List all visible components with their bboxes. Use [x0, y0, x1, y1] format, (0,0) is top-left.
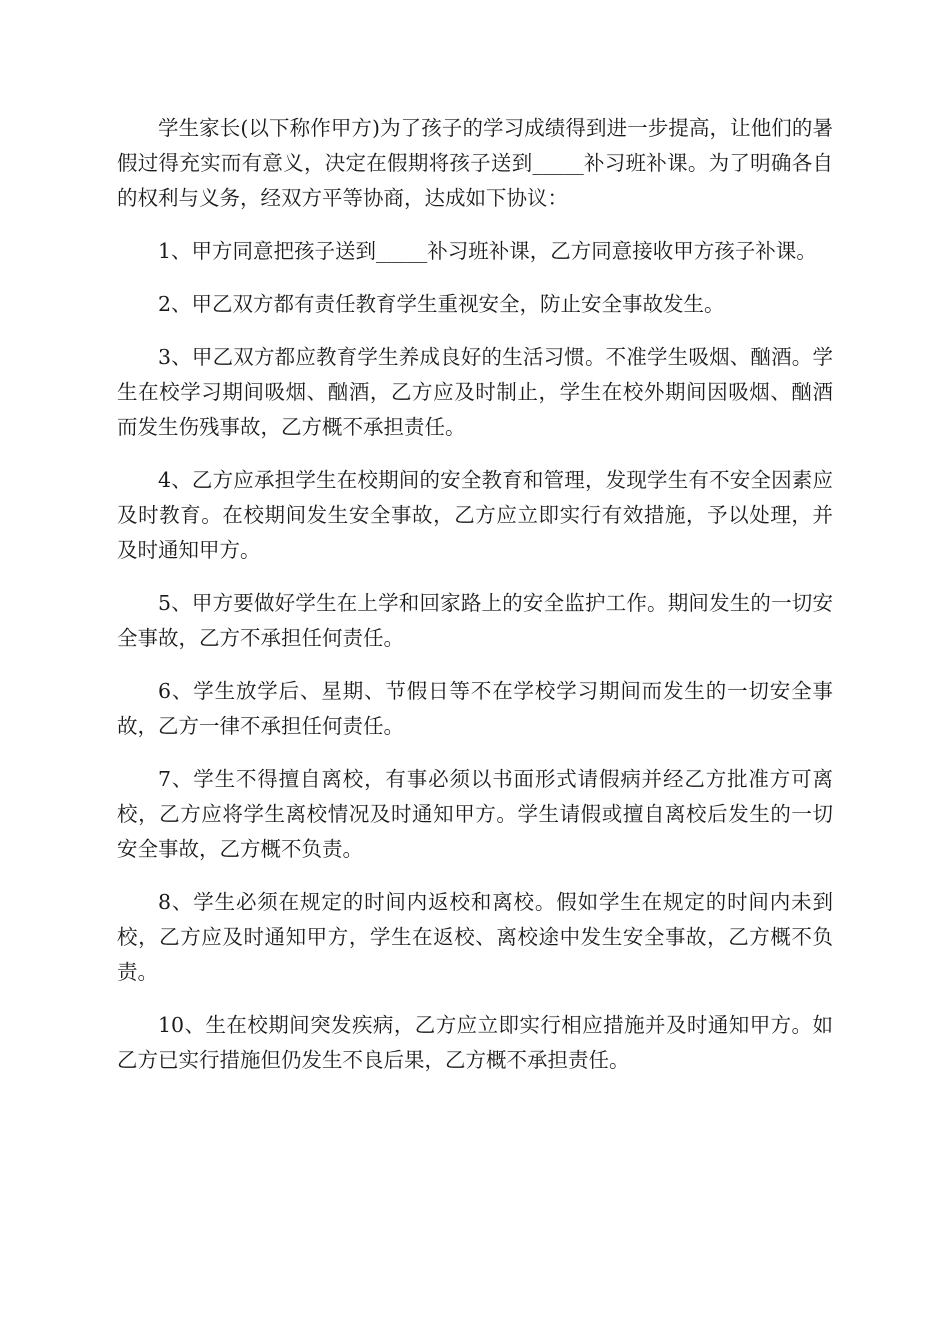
intro-paragraph: 学生家长(以下称作甲方)为了孩子的学习成绩得到进一步提高，让他们的暑假过得充实而有意义，决定在假期将孩子送到_____补习班补课。为了明确各自的权利与义务，经双方平等协商，达成如下协议： [117, 116, 833, 210]
clause-2: 2、甲乙双方都有责任教育学生重视安全，防止安全事故发生。 [158, 292, 725, 316]
clause-1: 1、甲方同意把孩子送到_____补习班补课，乙方同意接收甲方孩子补课。 [158, 239, 817, 263]
clause-4: 4、乙方应承担学生在校期间的安全教育和管理，发现学生有不安全因素应及时教育。在校期间发生安全事故，乙方应立即实行有效措施，予以处理，并及时通知甲方。 [117, 468, 833, 562]
clause-3: 3、甲乙双方都应教育学生养成良好的生活习惯。不准学生吸烟、酗酒。学生在校学习期间吸烟、酗酒，乙方应及时制止，学生在校外期间因吸烟、酗酒而发生伤残事故，乙方概不承担责任。 [117, 345, 833, 439]
clause-6: 6、学生放学后、星期、节假日等不在学校学习期间而发生的一切安全事故，乙方一律不承担任何责任。 [117, 679, 833, 738]
clause-8: 8、学生必须在规定的时间内返校和离校。假如学生在规定的时间内未到校，乙方应及时通知甲方，学生在返校、离校途中发生安全事故，乙方概不负责。 [117, 890, 833, 984]
clause-10: 10、生在校期间突发疾病，乙方应立即实行相应措施并及时通知甲方。如乙方已实行措施但仍发生不良后果，乙方概不承担责任。 [117, 1013, 833, 1072]
clause-5: 5、甲方要做好学生在上学和回家路上的安全监护工作。期间发生的一切安全事故，乙方不承担任何责任。 [117, 591, 833, 650]
clause-7: 7、学生不得擅自离校，有事必须以书面形式请假病并经乙方批准方可离校，乙方应将学生离校情况及时通知甲方。学生请假或擅自离校后发生的一切安全事故，乙方概不负责。 [117, 767, 833, 861]
